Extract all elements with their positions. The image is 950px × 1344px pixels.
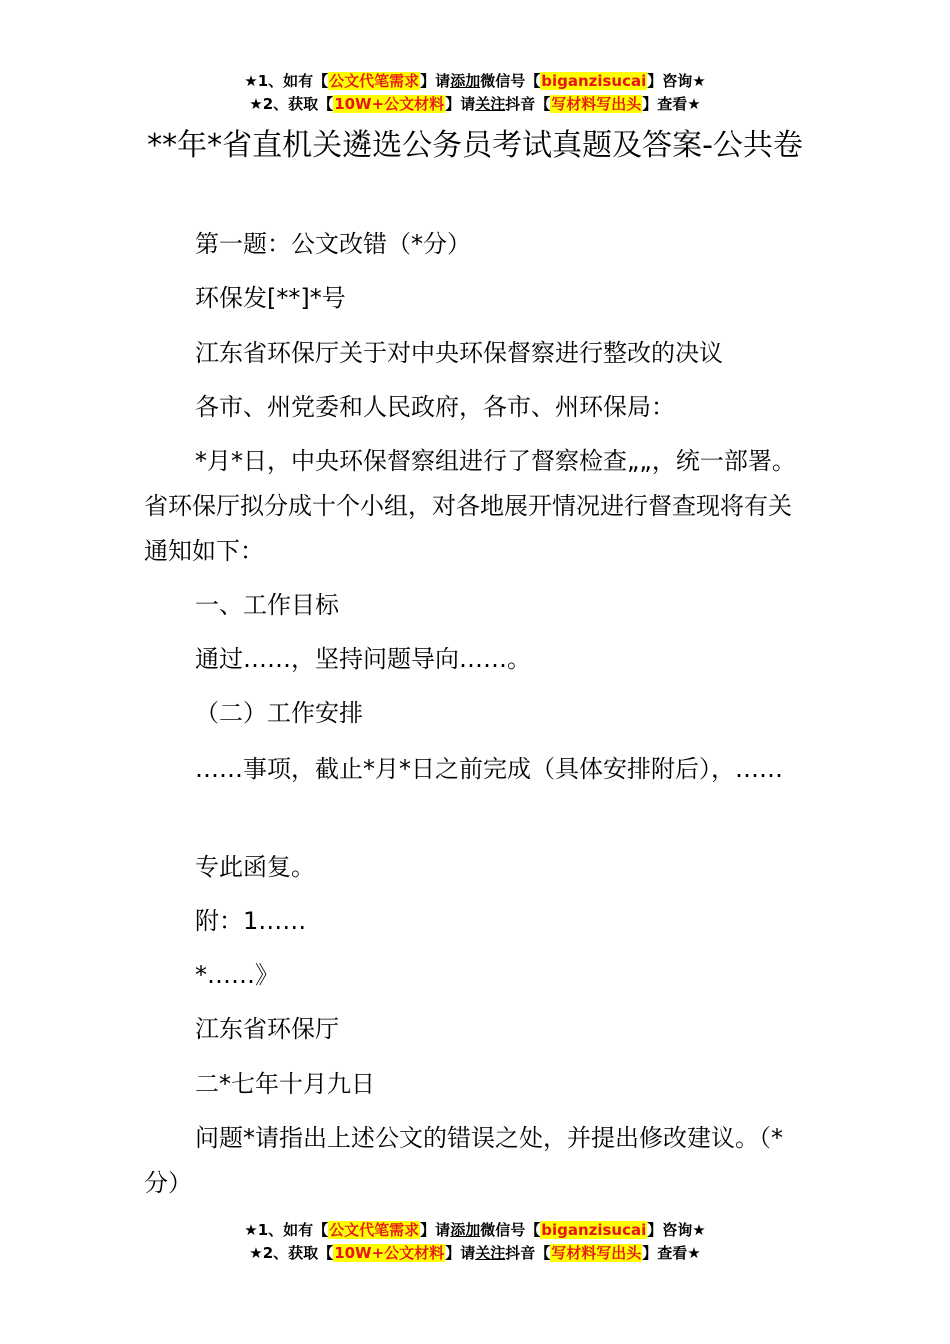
highlight-text: 公文代笔需求 bbox=[329, 72, 420, 90]
page-title: **年*省直机关遴选公务员考试真题及答案-公共卷 bbox=[147, 128, 803, 163]
promo-line-1: ★1、如有【公文代笔需求】请添加微信号【biganzisucai】咨询★ bbox=[244, 1221, 706, 1239]
doc-number: 环保发[**]*号 bbox=[195, 284, 346, 312]
attachment-2: *……》 bbox=[195, 961, 279, 989]
promo-line-2: ★2、获取【10W+公文材料】请关注抖音【写材料写出头】查看★ bbox=[249, 1244, 701, 1262]
closing-line: 专此函复。 bbox=[195, 853, 315, 881]
item-text-1: 通过……，坚持问题导向……。 bbox=[195, 645, 531, 673]
question-text: 问题*请指出上述公文的错误之处，并提出修改建议。（*分） bbox=[144, 1124, 783, 1197]
promo-banner-top bbox=[0, 70, 950, 116]
highlight-text: 10W+公文材料 bbox=[334, 95, 445, 113]
recipients: 各市、州党委和人民政府，各市、州环保局： bbox=[195, 393, 675, 421]
attachment-1: 附：1…… bbox=[195, 907, 307, 935]
signature: 江东省环保厅 bbox=[195, 1015, 339, 1043]
doc-title: 江东省环保厅关于对中央环保督察进行整改的决议 bbox=[195, 339, 723, 367]
item-text-2: ……事项，截止*月*日之前完成（具体安排附后），…… bbox=[195, 755, 783, 783]
item-heading-2: （二）工作安排 bbox=[195, 699, 363, 727]
promo-line-2: ★2、获取【10W+公文材料】请关注抖音【写材料写出头】查看★ bbox=[249, 95, 701, 113]
item-heading-1: 一、工作目标 bbox=[195, 591, 339, 619]
wechat-id: biganzisucai bbox=[541, 1221, 647, 1239]
promo-banner-bottom bbox=[0, 1219, 950, 1265]
highlight-text: 公文代笔需求 bbox=[329, 1221, 420, 1239]
douyin-id: 写材料写出头 bbox=[551, 1244, 642, 1262]
wechat-id: biganzisucai bbox=[541, 72, 647, 90]
body-paragraph: *月*日，中央环保督察组进行了督察检查„„，统一部署。省环保厅拟分成十个小组，对各地展开情况进行督查现将有关通知如下： bbox=[144, 447, 796, 565]
highlight-text: 10W+公文材料 bbox=[334, 1244, 445, 1262]
promo-line-1: ★1、如有【公文代笔需求】请添加微信号【biganzisucai】咨询★ bbox=[244, 72, 706, 90]
douyin-id: 写材料写出头 bbox=[551, 95, 642, 113]
section-heading: 第一题：公文改错（*分） bbox=[195, 230, 471, 258]
doc-date: 二*七年十月九日 bbox=[195, 1070, 375, 1098]
